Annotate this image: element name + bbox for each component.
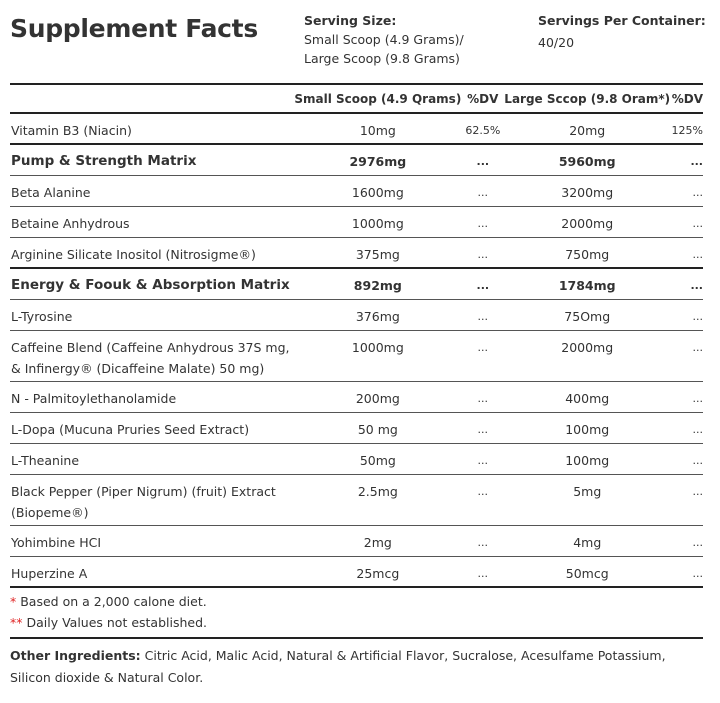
large-scoop-dv (670, 330, 703, 381)
large-scoop-amount-text: 750mg (565, 246, 610, 262)
ingredient-name (10, 299, 294, 330)
table-row (10, 381, 703, 412)
table-row (10, 206, 703, 237)
large-scoop-dv-text: ... (690, 279, 703, 292)
small-scoop-dv (461, 237, 504, 268)
small-scoop-dv-text: ... (477, 535, 489, 549)
ingredient-name-text: Vitamin B3 (Niacin) (11, 123, 132, 138)
supplement-facts-table (10, 86, 703, 588)
small-scoop-amount-text: 2.5mg (357, 483, 398, 499)
small-scoop-amount (294, 175, 461, 206)
small-scoop-dv-text: ... (476, 279, 490, 292)
servings-per-container-value: 40/20 (538, 35, 575, 50)
large-scoop-dv-text: ... (692, 391, 703, 405)
ingredient-name-text: Pump & Strength Matrix (11, 153, 197, 169)
table-row (10, 175, 703, 206)
small-scoop-dv (461, 556, 504, 587)
header-name (10, 86, 294, 113)
small-scoop-dv-text: 62.5% (465, 124, 501, 137)
table-row (10, 113, 703, 144)
table-row (10, 299, 703, 330)
large-scoop-dv (670, 525, 703, 556)
small-scoop-amount-text: 50 mg (357, 421, 398, 437)
small-scoop-amount-text: 376mg (355, 308, 400, 324)
table-row (10, 237, 703, 268)
small-scoop-dv (461, 206, 504, 237)
small-scoop-dv-text: ... (477, 422, 489, 436)
ingredient-name (10, 237, 294, 268)
small-scoop-dv-text: ... (477, 391, 489, 405)
ingredient-name (10, 556, 294, 587)
ingredient-name (10, 268, 294, 299)
other-ingredients (10, 645, 710, 689)
serving-size-label: Serving Size: (304, 13, 397, 28)
small-scoop-dv (461, 474, 504, 525)
large-scoop-amount-text: 3200mg (561, 184, 614, 200)
large-scoop-amount (504, 206, 670, 237)
large-scoop-amount (504, 556, 670, 587)
large-scoop-amount-text: 400mg (565, 390, 610, 406)
large-scoop-amount (504, 299, 670, 330)
large-scoop-dv-text: ... (692, 484, 703, 498)
small-scoop-dv-text: ... (477, 340, 489, 354)
header-large-dv: %DV (670, 86, 703, 113)
header-large-scoop: Large Sccop (9.8 Oram*) (504, 86, 670, 113)
ingredient-name-text: L-Theanine (11, 452, 80, 468)
ingredient-name (10, 175, 294, 206)
ingredient-name (10, 443, 294, 474)
large-scoop-amount-text: 100mg (565, 421, 610, 437)
small-scoop-amount-text: 10mg (359, 123, 396, 138)
large-scoop-dv-text: ... (690, 155, 703, 168)
large-scoop-dv (670, 237, 703, 268)
small-scoop-dv-text: ... (477, 566, 489, 580)
large-scoop-amount (504, 175, 670, 206)
large-scoop-amount-text: 20mg (569, 123, 606, 138)
ingredient-name (10, 144, 294, 175)
small-scoop-dv-text: ... (477, 309, 489, 323)
serving-size-line1: Small Scoop (4.9 Grams)/ (304, 32, 464, 47)
small-scoop-dv-text: ... (477, 247, 489, 261)
ingredient-name-text: Black Pepper (Piper Nigrum) (fruit) Extract (11, 483, 276, 499)
small-scoop-dv-text: ... (477, 484, 489, 498)
ingredient-name-text: L-Dopa (Mucuna Pruries Seed Extract) (11, 421, 250, 437)
small-scoop-dv (461, 412, 504, 443)
small-scoop-amount (294, 474, 461, 525)
large-scoop-dv (670, 268, 703, 299)
top-rule (10, 83, 703, 85)
table-row (10, 525, 703, 556)
small-scoop-amount-text: 1000mg (351, 215, 404, 231)
small-scoop-amount (294, 381, 461, 412)
small-scoop-amount (294, 113, 461, 144)
page-title: Supplement Facts (10, 14, 258, 43)
large-scoop-dv-text: ... (692, 309, 703, 323)
ingredient-name (10, 206, 294, 237)
small-scoop-amount (294, 144, 461, 175)
large-scoop-dv (670, 443, 703, 474)
large-scoop-amount-text: 1784mg (558, 278, 616, 293)
large-scoop-amount-text: 5960mg (558, 154, 616, 169)
ingredient-name (10, 525, 294, 556)
servings-per-container-label: Servings Per Container: (538, 13, 706, 28)
serving-size-value (304, 30, 464, 68)
small-scoop-dv (461, 443, 504, 474)
large-scoop-amount (504, 268, 670, 299)
large-scoop-amount (504, 113, 670, 144)
serving-size-line2: Large Scoop (9.8 Grams) (304, 51, 460, 66)
large-scoop-dv-text: ... (692, 340, 703, 354)
large-scoop-amount (504, 474, 670, 525)
large-scoop-amount-text: 2000mg (561, 339, 614, 355)
small-scoop-amount (294, 525, 461, 556)
ingredient-name-text: Arginine Silicate Inositol (Nitrosigme®) (11, 246, 256, 262)
small-scoop-dv (461, 144, 504, 175)
ingredient-name (10, 381, 294, 412)
small-scoop-amount-text: 2mg (363, 534, 392, 550)
large-scoop-dv-text: ... (692, 422, 703, 436)
table-row (10, 412, 703, 443)
small-scoop-dv-text: ... (477, 185, 489, 199)
small-scoop-dv (461, 381, 504, 412)
large-scoop-amount-text: 50mcg (565, 565, 609, 581)
small-scoop-amount-text: 50mg (359, 452, 396, 468)
ingredient-name (10, 474, 294, 525)
large-scoop-amount (504, 330, 670, 381)
ingredient-name (10, 412, 294, 443)
small-scoop-amount-text: 2976mg (349, 154, 407, 169)
small-scoop-dv (461, 175, 504, 206)
table-row (10, 144, 703, 175)
table-row (10, 474, 703, 525)
table-row (10, 268, 703, 299)
large-scoop-amount-text: 75Omg (564, 308, 611, 324)
footnote-2-text: Daily Values not established. (22, 615, 208, 630)
large-scoop-dv (670, 412, 703, 443)
ingredient-name-text: Betaine Anhydrous (11, 215, 130, 231)
ingredient-name-text: Beta Alanine (11, 184, 91, 200)
small-scoop-dv (461, 299, 504, 330)
bottom-rule (10, 637, 703, 639)
footnote-1 (10, 594, 207, 609)
ingredient-name-text: N - Palmitoylethanolamide (11, 390, 177, 406)
small-scoop-dv (461, 330, 504, 381)
other-ingredients-label: Other Ingredients: (10, 648, 141, 663)
small-scoop-amount-text: 375mg (355, 246, 400, 262)
large-scoop-dv (670, 113, 703, 144)
footnote-2-marker: ** (10, 615, 23, 630)
header-small-scoop: Small Scoop (4.9 Qrams) (294, 86, 461, 113)
small-scoop-amount (294, 443, 461, 474)
table-header-row (10, 86, 703, 113)
header-small-dv: %DV (461, 86, 504, 113)
ingredient-name-text: Yohimbine HCI (11, 534, 102, 550)
large-scoop-dv-text: ... (692, 216, 703, 230)
large-scoop-amount (504, 381, 670, 412)
ingredient-name-text-line2: (Biopeme®) (11, 504, 89, 520)
large-scoop-amount (504, 237, 670, 268)
small-scoop-dv (461, 113, 504, 144)
large-scoop-dv (670, 381, 703, 412)
table-row (10, 443, 703, 474)
other-ingredients-text: Citric Acid, Malic Acid, Natural & Artificial Flavor, Sucralose, Acesulfame Potassium, Silicon dioxide & Natural Color. (10, 648, 666, 685)
large-scoop-amount-text: 2000mg (561, 215, 614, 231)
ingredient-name-text: Energy & Foouk & Absorption Matrix (11, 277, 290, 293)
footnote-1-marker: * (10, 594, 17, 609)
ingredient-name (10, 113, 294, 144)
large-scoop-dv (670, 299, 703, 330)
large-scoop-amount (504, 525, 670, 556)
small-scoop-amount (294, 299, 461, 330)
small-scoop-amount-text: 200mg (355, 390, 400, 406)
large-scoop-amount-text: 4mg (573, 534, 602, 550)
small-scoop-amount-text: 25mcg (356, 565, 400, 581)
large-scoop-dv (670, 556, 703, 587)
table-row (10, 556, 703, 587)
small-scoop-amount (294, 412, 461, 443)
small-scoop-amount (294, 330, 461, 381)
small-scoop-amount (294, 206, 461, 237)
small-scoop-amount-text: 892mg (353, 278, 402, 293)
large-scoop-amount (504, 144, 670, 175)
large-scoop-amount (504, 443, 670, 474)
large-scoop-dv (670, 144, 703, 175)
large-scoop-dv (670, 206, 703, 237)
small-scoop-dv-text: ... (476, 155, 490, 168)
ingredient-name-text: Huperzine A (11, 565, 88, 581)
small-scoop-dv-text: ... (477, 216, 489, 230)
large-scoop-amount-text: 100mg (565, 452, 610, 468)
small-scoop-amount (294, 556, 461, 587)
small-scoop-dv (461, 525, 504, 556)
ingredient-name-text: L-Tyrosine (11, 308, 73, 324)
table-row (10, 330, 703, 381)
large-scoop-dv-text: ... (692, 247, 703, 261)
large-scoop-dv-text: ... (692, 535, 703, 549)
small-scoop-dv (461, 268, 504, 299)
small-scoop-amount-text: 1000mg (351, 339, 404, 355)
small-scoop-amount (294, 268, 461, 299)
ingredient-name-text-line2: & Infinergy® (Dicaffeine Malate) 50 mg) (11, 360, 265, 376)
large-scoop-dv-text: ... (692, 566, 703, 580)
large-scoop-dv-text: ... (692, 185, 703, 199)
large-scoop-amount-text: 5mg (573, 483, 602, 499)
small-scoop-dv-text: ... (477, 453, 489, 467)
footnote-2 (10, 615, 207, 630)
ingredient-name (10, 330, 294, 381)
large-scoop-dv-text: 125% (671, 124, 703, 137)
footnote-1-text: Based on a 2,000 calone diet. (16, 594, 207, 609)
small-scoop-amount (294, 237, 461, 268)
ingredient-name-text: Caffeine Blend (Caffeine Anhydrous 37S mg, (11, 339, 290, 355)
large-scoop-dv-text: ... (692, 453, 703, 467)
large-scoop-dv (670, 175, 703, 206)
large-scoop-dv (670, 474, 703, 525)
large-scoop-amount (504, 412, 670, 443)
small-scoop-amount-text: 1600mg (351, 184, 404, 200)
